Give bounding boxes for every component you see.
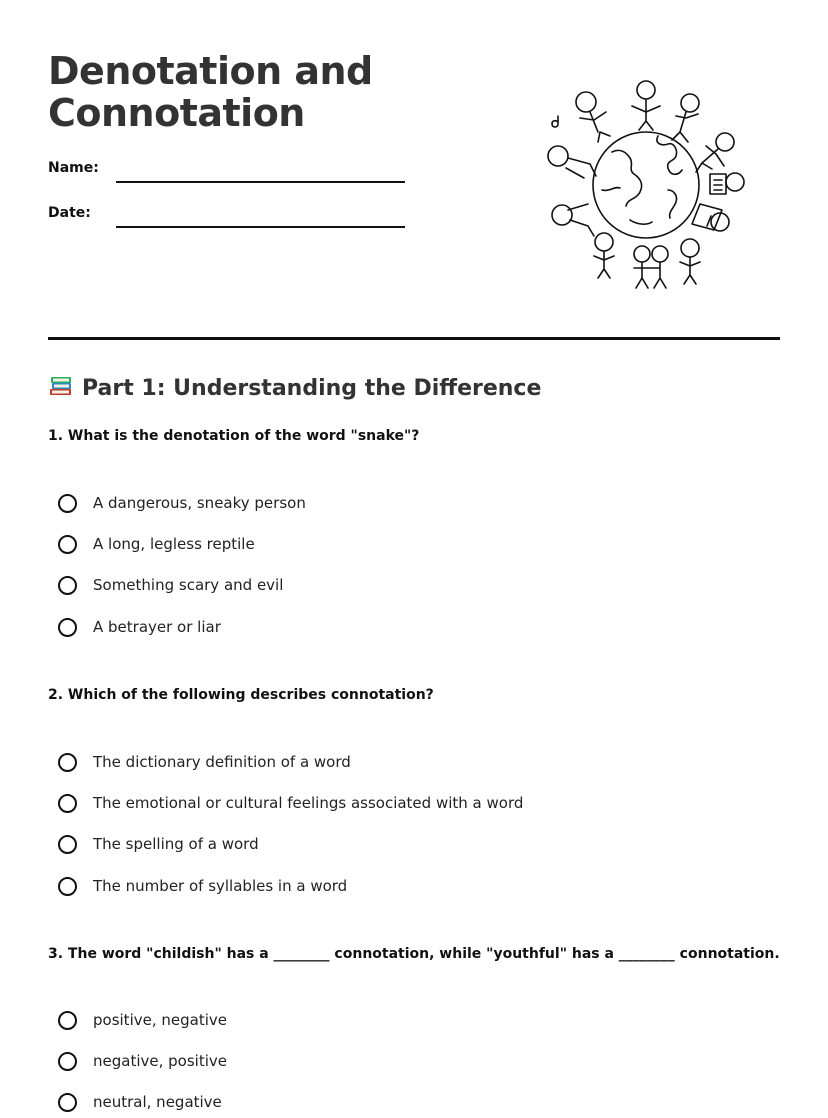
q1-option-c[interactable] xyxy=(58,573,283,597)
radio-button[interactable] xyxy=(58,576,77,595)
globe-with-children-icon xyxy=(540,70,756,290)
name-field[interactable] xyxy=(48,160,408,184)
radio-button[interactable] xyxy=(58,1011,77,1030)
name-blank-line[interactable] xyxy=(116,181,405,183)
radio-button[interactable] xyxy=(58,618,77,637)
q2-option-c[interactable] xyxy=(58,832,259,856)
q3-option-c[interactable] xyxy=(58,1090,222,1114)
books-icon xyxy=(48,374,74,398)
q2-option-a[interactable] xyxy=(58,750,351,774)
q1-option-a[interactable] xyxy=(58,491,306,515)
radio-button[interactable] xyxy=(58,535,77,554)
section-title: Part 1: Understanding the Difference xyxy=(82,376,542,401)
option-label: The dictionary definition of a word xyxy=(93,753,351,771)
q2-option-d[interactable] xyxy=(58,874,347,898)
radio-button[interactable] xyxy=(58,877,77,896)
option-label: A long, legless reptile xyxy=(93,535,255,553)
q2-option-b[interactable] xyxy=(58,791,523,815)
option-label: positive, negative xyxy=(93,1011,227,1029)
option-label: A betrayer or liar xyxy=(93,618,221,636)
option-label: neutral, negative xyxy=(93,1093,222,1111)
q3-option-a[interactable] xyxy=(58,1008,227,1032)
radio-button[interactable] xyxy=(58,1093,77,1112)
option-label: A dangerous, sneaky person xyxy=(93,494,306,512)
section-divider xyxy=(48,337,780,340)
radio-button[interactable] xyxy=(58,794,77,813)
section-heading xyxy=(48,374,541,404)
q1-option-b[interactable] xyxy=(58,532,255,556)
radio-button[interactable] xyxy=(58,1052,77,1071)
option-label: The spelling of a word xyxy=(93,835,259,853)
title-line-1: Denotation and xyxy=(48,49,373,93)
question-1: 1. What is the denotation of the word "snake"? xyxy=(48,428,420,444)
option-label: Something scary and evil xyxy=(93,576,284,594)
q1-option-d[interactable] xyxy=(58,615,221,639)
date-label: Date: xyxy=(48,205,91,221)
option-label: The number of syllables in a word xyxy=(93,877,348,895)
radio-button[interactable] xyxy=(58,835,77,854)
q3-option-b[interactable] xyxy=(58,1049,227,1073)
date-field[interactable] xyxy=(48,205,408,229)
option-label: negative, positive xyxy=(93,1052,227,1070)
radio-button[interactable] xyxy=(58,753,77,772)
question-3: 3. The word "childish" has a ________ connotation, while "youthful" has a ________ connotation. xyxy=(48,946,780,962)
title-line-2: Connotation xyxy=(48,91,305,135)
date-blank-line[interactable] xyxy=(116,226,405,228)
worksheet-title xyxy=(48,50,373,134)
option-label: The emotional or cultural feelings associated with a word xyxy=(93,794,524,812)
radio-button[interactable] xyxy=(58,494,77,513)
name-label: Name: xyxy=(48,160,99,176)
question-2: 2. Which of the following describes connotation? xyxy=(48,687,434,703)
